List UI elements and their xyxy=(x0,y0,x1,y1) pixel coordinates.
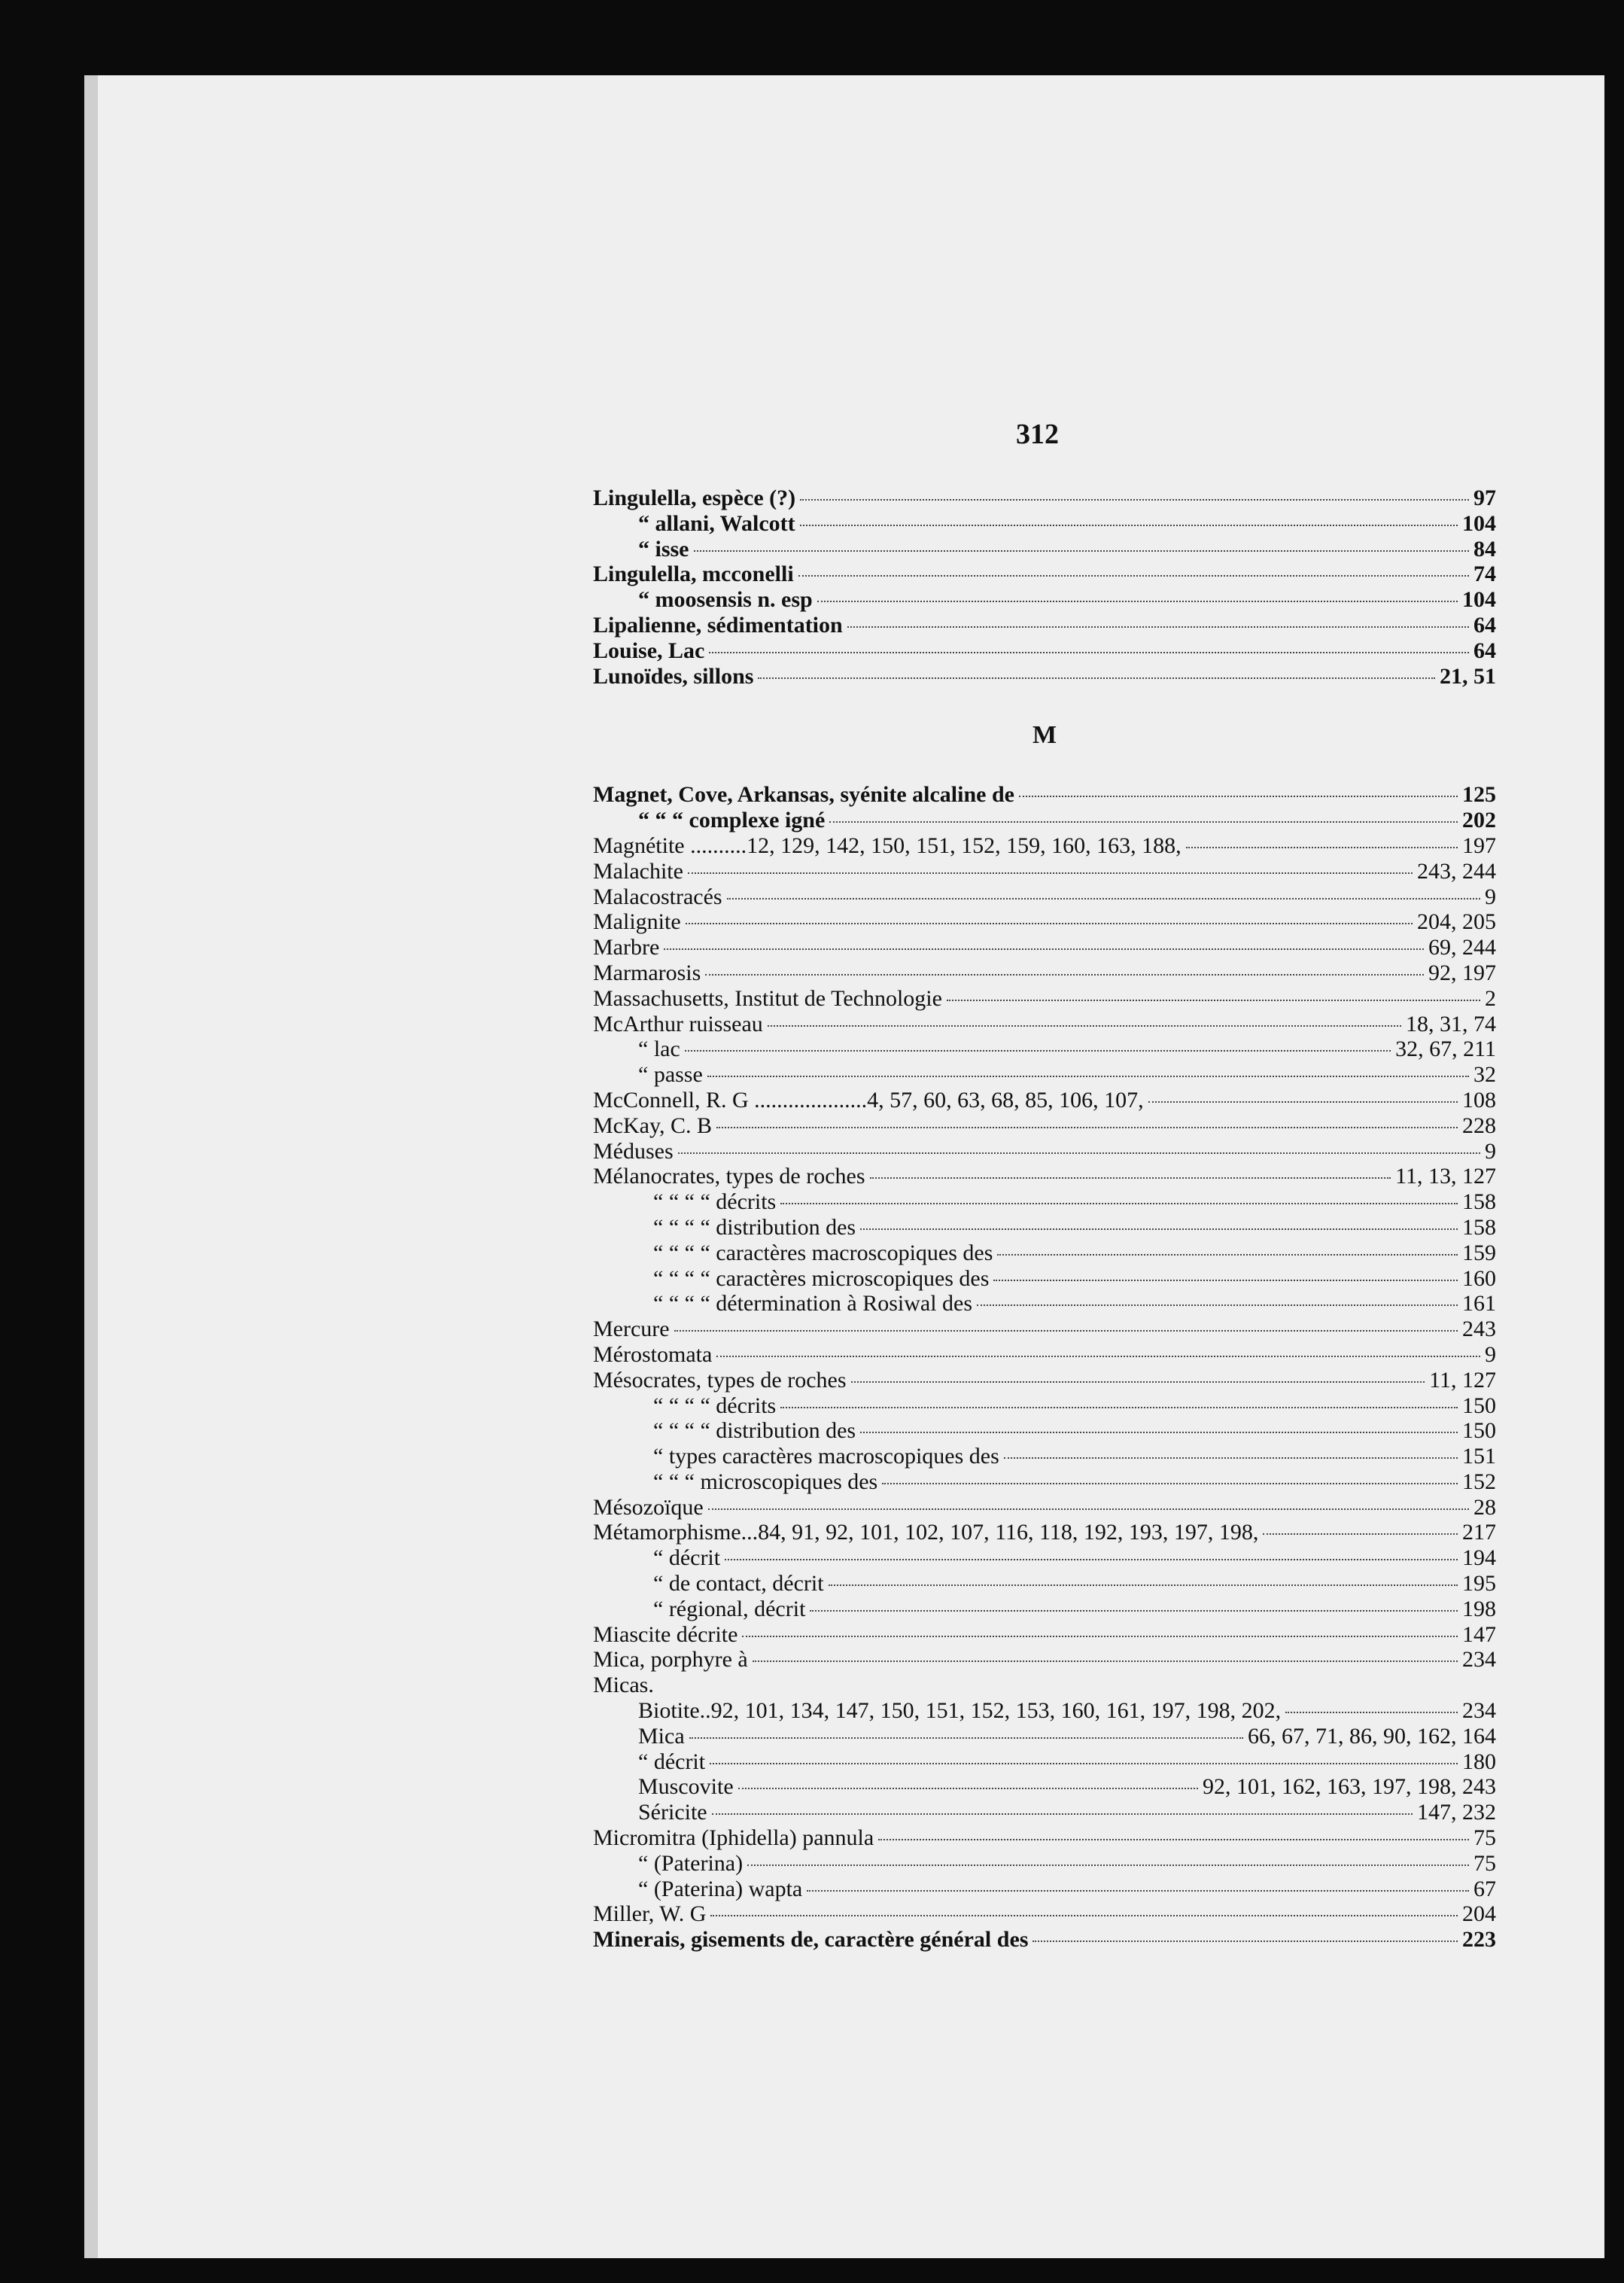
index-entry xyxy=(593,935,1496,960)
entry-text: “ lac xyxy=(638,1036,680,1062)
entry-pages: 84 xyxy=(1473,536,1496,562)
dot-leader xyxy=(664,948,1424,950)
index-entry xyxy=(593,1266,1496,1292)
entry-pages: 21, 51 xyxy=(1440,663,1496,689)
index-entry xyxy=(593,1877,1496,1902)
index-entries xyxy=(593,486,1496,1953)
entry-pages: 69, 244 xyxy=(1428,935,1496,960)
index-entry xyxy=(593,986,1496,1012)
entry-text: Lipalienne, sédimentation xyxy=(593,612,843,638)
entry-pages: 147, 232 xyxy=(1417,1800,1496,1825)
entry-text: Magnétite ..........12, 129, 142, 150, 151, 152, 159, 160, 163, 188, xyxy=(593,833,1182,858)
dot-leader xyxy=(747,1864,1469,1866)
dot-leader xyxy=(800,525,1458,526)
index-entry xyxy=(593,1469,1496,1495)
entry-text: “ régional, décrit xyxy=(653,1596,806,1621)
entry-text: Muscovite xyxy=(638,1774,734,1800)
entry-text: “ “ “ microscopiques des xyxy=(653,1469,878,1494)
dot-leader xyxy=(742,1636,1458,1637)
entry-pages: 158 xyxy=(1462,1214,1496,1240)
entry-text: “ “ “ “ caractères macroscopiques des xyxy=(653,1240,993,1265)
entry-text: Louise, Lac xyxy=(593,638,705,663)
entry-pages: 152 xyxy=(1462,1469,1496,1494)
entry-pages: 243, 244 xyxy=(1417,858,1496,884)
entry-pages: 195 xyxy=(1462,1571,1496,1597)
entry-text: Lingulella, mcconelli xyxy=(593,562,794,587)
index-entry xyxy=(593,1520,1496,1545)
dot-leader xyxy=(1019,796,1458,797)
dot-leader xyxy=(947,1000,1480,1001)
entry-pages: 108 xyxy=(1462,1087,1496,1113)
entry-pages: 150 xyxy=(1462,1393,1496,1418)
index-entry xyxy=(593,1673,1496,1698)
entry-pages: 67 xyxy=(1473,1876,1496,1901)
dot-leader xyxy=(707,1076,1469,1077)
dot-leader xyxy=(977,1304,1458,1306)
index-entry xyxy=(593,1113,1496,1139)
entry-pages: 204, 205 xyxy=(1417,909,1496,935)
section-heading: M xyxy=(1032,721,1057,750)
entry-pages: 11, 13, 127 xyxy=(1395,1164,1496,1189)
entry-text: Mésocrates, types de roches xyxy=(593,1367,847,1393)
index-entry xyxy=(593,1418,1496,1444)
entry-pages: 158 xyxy=(1462,1189,1496,1215)
dot-leader xyxy=(798,575,1469,577)
dot-leader xyxy=(993,1280,1458,1281)
dot-leader xyxy=(710,1915,1458,1916)
entry-pages: 32, 67, 211 xyxy=(1395,1036,1496,1062)
index-entry xyxy=(593,1189,1496,1215)
index-entry xyxy=(593,587,1496,613)
entry-pages: 97 xyxy=(1473,486,1496,510)
dot-leader xyxy=(851,1381,1425,1383)
dot-leader xyxy=(1186,847,1458,848)
entry-pages: 11, 127 xyxy=(1429,1367,1496,1393)
entry-pages: 223 xyxy=(1462,1927,1496,1953)
dot-leader xyxy=(768,1025,1401,1027)
index-entry xyxy=(593,537,1496,562)
index-entry xyxy=(593,960,1496,986)
entry-text: Mica xyxy=(638,1723,685,1749)
index-entry xyxy=(593,1317,1496,1342)
entry-pages: 9 xyxy=(1485,1138,1496,1164)
dot-leader xyxy=(738,1788,1198,1789)
dot-leader xyxy=(753,1661,1458,1662)
index-entry xyxy=(593,884,1496,910)
dot-leader xyxy=(860,1228,1458,1230)
index-entry xyxy=(593,1698,1496,1724)
entry-text: “ “ “ “ détermination à Rosiwal des xyxy=(653,1291,973,1317)
index-entry xyxy=(593,1139,1496,1164)
entry-pages: 234 xyxy=(1462,1698,1496,1724)
entry-pages: 147 xyxy=(1462,1621,1496,1647)
entry-text: Marmarosis xyxy=(593,960,701,985)
entry-pages: 66, 67, 71, 86, 90, 162, 164 xyxy=(1248,1723,1496,1749)
entry-pages: 160 xyxy=(1462,1265,1496,1291)
document-page xyxy=(84,75,1604,2258)
entry-text: Miascite décrite xyxy=(593,1621,738,1647)
entry-text: “ “ “ complexe igné xyxy=(638,808,826,833)
entry-text: Micromitra (Iphidella) pannula xyxy=(593,1825,874,1851)
dot-leader xyxy=(710,1763,1458,1764)
dot-leader xyxy=(712,1813,1413,1815)
index-entry xyxy=(593,562,1496,587)
entry-pages: 64 xyxy=(1473,612,1496,638)
index-entry xyxy=(593,664,1496,689)
entry-pages: 234 xyxy=(1462,1647,1496,1673)
entry-text: Malignite xyxy=(593,909,681,935)
index-entry xyxy=(593,782,1496,808)
entry-text: Mica, porphyre à xyxy=(593,1647,748,1673)
entry-pages: 198 xyxy=(1462,1596,1496,1621)
index-entry xyxy=(593,1012,1496,1037)
index-entry xyxy=(593,1444,1496,1469)
index-entry xyxy=(593,1571,1496,1597)
spacer xyxy=(593,766,1496,782)
index-entry xyxy=(593,1597,1496,1622)
entry-text: Malacostracés xyxy=(593,884,722,909)
entry-text: “ passe xyxy=(638,1062,703,1088)
entry-text: Mélanocrates, types de roches xyxy=(593,1164,865,1189)
index-entry xyxy=(593,1545,1496,1571)
entry-pages: 104 xyxy=(1462,510,1496,536)
dot-leader xyxy=(678,1152,1480,1154)
entry-text: Mercure xyxy=(593,1317,670,1342)
index-entry xyxy=(593,1927,1496,1953)
entry-text: Micas. xyxy=(593,1673,654,1698)
index-group-m xyxy=(593,782,1496,1953)
index-entry xyxy=(593,1724,1496,1749)
dot-leader xyxy=(817,601,1458,602)
index-entry xyxy=(593,511,1496,537)
entry-text: “ décrit xyxy=(653,1545,721,1571)
index-entry xyxy=(593,1495,1496,1520)
index-entry xyxy=(593,1647,1496,1673)
entry-text: “ “ “ “ distribution des xyxy=(653,1418,856,1444)
dot-leader xyxy=(829,821,1458,823)
dot-leader xyxy=(705,974,1424,976)
dot-leader xyxy=(688,872,1413,874)
entry-pages: 204 xyxy=(1462,1901,1496,1927)
entry-pages: 125 xyxy=(1462,782,1496,808)
index-entry xyxy=(593,486,1496,511)
index-entry xyxy=(593,1342,1496,1368)
index-entry xyxy=(593,1062,1496,1088)
index-entry xyxy=(593,1368,1496,1393)
entry-text: “ moosensis n. esp xyxy=(638,587,813,613)
entry-text: Biotite..92, 101, 134, 147, 150, 151, 152, 153, 160, 161, 197, 198, 202, xyxy=(638,1698,1282,1724)
dot-leader xyxy=(686,923,1413,924)
entry-text: Massachusetts, Institut de Technologie xyxy=(593,985,942,1011)
entry-text: “ allani, Walcott xyxy=(638,510,795,536)
index-entry xyxy=(593,909,1496,935)
entry-pages: 151 xyxy=(1462,1444,1496,1469)
entry-text: “ (Paterina) wapta xyxy=(638,1876,803,1901)
entry-pages: 32 xyxy=(1473,1062,1496,1088)
dot-leader xyxy=(685,1050,1391,1052)
entry-pages: 74 xyxy=(1473,562,1496,587)
entry-text: Mésozoïque xyxy=(593,1494,704,1520)
entry-pages: 18, 31, 74 xyxy=(1406,1011,1496,1036)
page-number: 312 xyxy=(1016,419,1059,450)
entry-text: “ types caractères macroscopiques des xyxy=(653,1444,999,1469)
entry-pages: 75 xyxy=(1473,1825,1496,1851)
entry-pages: 28 xyxy=(1473,1494,1496,1520)
index-entry xyxy=(593,1749,1496,1775)
index-entry xyxy=(593,859,1496,884)
entry-text: Malachite xyxy=(593,858,683,884)
index-entry xyxy=(593,1622,1496,1648)
dot-leader xyxy=(882,1483,1458,1484)
entry-text: “ “ “ “ distribution des xyxy=(653,1214,856,1240)
index-entry xyxy=(593,1036,1496,1062)
spacer xyxy=(593,689,1496,705)
dot-leader xyxy=(758,677,1435,679)
entry-pages: 197 xyxy=(1462,833,1496,858)
dot-leader xyxy=(1032,1941,1458,1942)
dot-leader xyxy=(878,1839,1469,1840)
dot-leader xyxy=(1263,1533,1458,1535)
entry-text: Méduses xyxy=(593,1138,674,1164)
dot-leader xyxy=(674,1330,1458,1332)
entry-pages: 64 xyxy=(1473,638,1496,663)
entry-text: “ “ “ “ décrits xyxy=(653,1393,777,1418)
entry-pages: 2 xyxy=(1485,985,1496,1011)
dot-leader xyxy=(780,1203,1458,1204)
entry-text: “ “ “ “ caractères microscopiques des xyxy=(653,1265,990,1291)
entry-text: Métamorphisme...84, 91, 92, 101, 102, 107, 116, 118, 192, 193, 197, 198, xyxy=(593,1520,1259,1545)
entry-pages: 161 xyxy=(1462,1291,1496,1317)
dot-leader xyxy=(800,499,1469,501)
dot-leader xyxy=(1285,1712,1458,1713)
index-entry xyxy=(593,638,1496,664)
index-entry xyxy=(593,1164,1496,1189)
entry-text: McArthur ruisseau xyxy=(593,1011,763,1036)
index-entry xyxy=(593,1851,1496,1877)
entry-pages: 75 xyxy=(1473,1850,1496,1876)
dot-leader xyxy=(716,1127,1458,1128)
entry-text: Magnet, Cove, Arkansas, syénite alcaline de xyxy=(593,782,1014,808)
dot-leader xyxy=(807,1890,1469,1892)
entry-pages: 194 xyxy=(1462,1545,1496,1571)
dot-leader xyxy=(810,1610,1458,1612)
entry-text: “ de contact, décrit xyxy=(653,1571,824,1597)
dot-leader xyxy=(708,1508,1469,1510)
entry-text: “ (Paterina) xyxy=(638,1850,744,1876)
index-entry xyxy=(593,1825,1496,1851)
dot-leader xyxy=(689,1737,1243,1739)
dot-leader xyxy=(860,1432,1458,1433)
dot-leader xyxy=(847,626,1469,628)
dot-leader xyxy=(709,652,1469,653)
index-entry xyxy=(593,1774,1496,1800)
entry-text: McKay, C. B xyxy=(593,1113,713,1138)
index-entry xyxy=(593,1240,1496,1266)
entry-pages: 104 xyxy=(1462,587,1496,613)
entry-text: Lunoïdes, sillons xyxy=(593,663,754,689)
dot-leader xyxy=(997,1254,1458,1256)
entry-text: Miller, W. G xyxy=(593,1901,707,1927)
entry-text: “ isse xyxy=(638,536,689,562)
entry-pages: 92, 197 xyxy=(1428,960,1496,985)
index-group-l xyxy=(593,486,1496,689)
dot-leader xyxy=(716,1356,1480,1357)
entry-pages: 217 xyxy=(1462,1520,1496,1545)
dot-leader xyxy=(694,550,1470,552)
dot-leader xyxy=(727,898,1480,900)
dot-leader xyxy=(725,1559,1458,1560)
index-entry xyxy=(593,1901,1496,1927)
entry-pages: 150 xyxy=(1462,1418,1496,1444)
entry-text: Lingulella, espèce (?) xyxy=(593,486,796,510)
entry-text: “ décrit xyxy=(638,1749,706,1774)
entry-pages: 228 xyxy=(1462,1113,1496,1138)
index-entry xyxy=(593,613,1496,638)
entry-pages: 9 xyxy=(1485,1341,1496,1367)
entry-text: “ “ “ “ décrits xyxy=(653,1189,777,1215)
index-entry xyxy=(593,833,1496,859)
entry-pages: 159 xyxy=(1462,1240,1496,1265)
entry-pages: 9 xyxy=(1485,884,1496,909)
index-entry xyxy=(593,1800,1496,1825)
entry-pages: 243 xyxy=(1462,1317,1496,1342)
entry-text: Marbre xyxy=(593,935,660,960)
entry-text: Séricite xyxy=(638,1800,707,1825)
dot-leader xyxy=(829,1584,1458,1586)
entry-text: Minerais, gisements de, caractère général des xyxy=(593,1927,1029,1953)
index-entry xyxy=(593,1393,1496,1419)
entry-pages: 202 xyxy=(1462,808,1496,833)
entry-pages: 180 xyxy=(1462,1749,1496,1774)
index-entry xyxy=(593,808,1496,833)
dot-leader xyxy=(1004,1457,1458,1459)
index-entry xyxy=(593,1215,1496,1240)
dot-leader xyxy=(780,1407,1458,1408)
entry-pages: 92, 101, 162, 163, 197, 198, 243 xyxy=(1203,1774,1496,1800)
dot-leader xyxy=(1148,1101,1458,1103)
entry-text: McConnell, R. G ....................4, 57, 60, 63, 68, 85, 106, 107, xyxy=(593,1087,1144,1113)
index-entry xyxy=(593,1088,1496,1113)
index-entry xyxy=(593,1291,1496,1317)
dot-leader xyxy=(870,1177,1391,1179)
entry-text: Mérostomata xyxy=(593,1341,713,1367)
